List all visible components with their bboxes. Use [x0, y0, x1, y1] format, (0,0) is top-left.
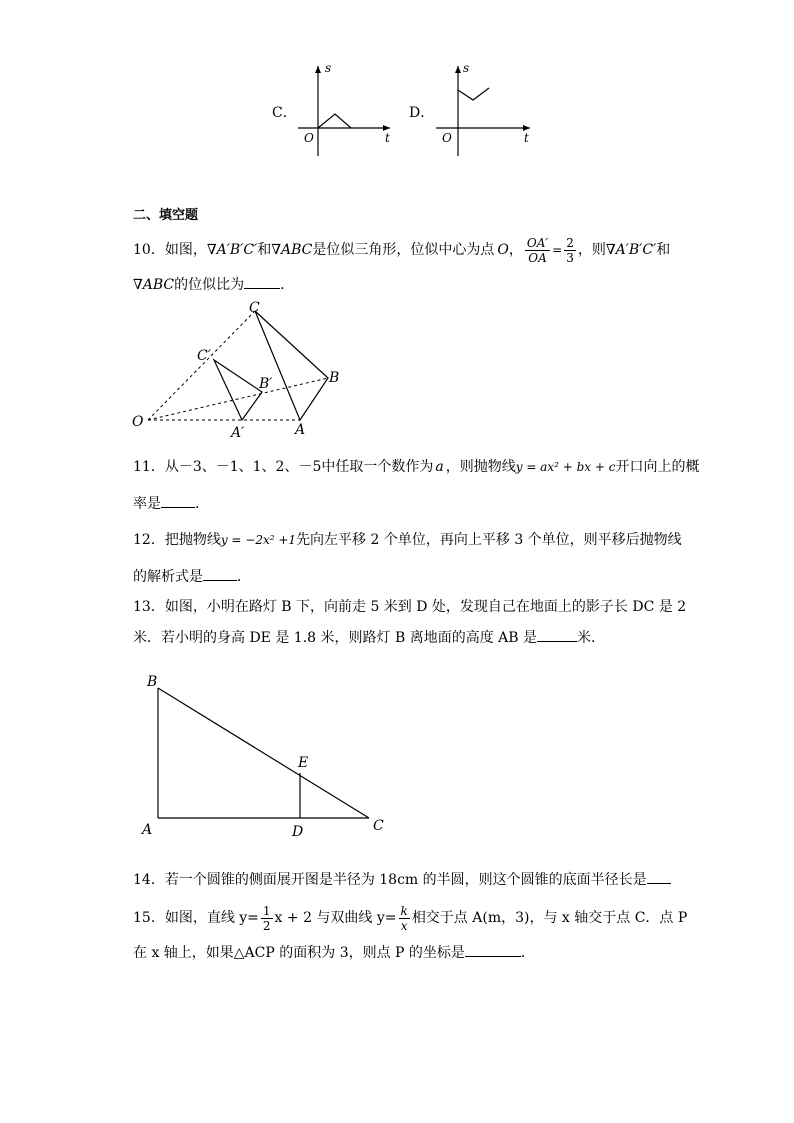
- origin-label: O: [304, 131, 314, 145]
- q15-text: 在 x 轴上，如果△ACP 的面积为 3，则点 P 的坐标是: [133, 945, 465, 961]
- answer-blank[interactable]: [161, 493, 195, 508]
- point-d-label: D: [292, 824, 304, 840]
- point-a-label: A: [142, 822, 153, 838]
- q10-homothety-figure: [128, 298, 368, 446]
- q12-line2: [133, 566, 251, 587]
- q14-line: [133, 869, 671, 890]
- q12-text: 12．把抛物线: [133, 532, 221, 548]
- q15-fraction-slope: [261, 904, 273, 933]
- axis-t-label: t: [524, 131, 529, 145]
- q13-text: 米．: [577, 630, 605, 646]
- answer-blank[interactable]: [465, 942, 521, 957]
- q15-text: x + 2 与双曲线 y=: [274, 910, 397, 926]
- q12-text: 先向左平移 2 个单位，再向上平移 3 个单位，则平移后抛物线: [296, 532, 682, 548]
- q11-text: 开口向上的概: [615, 459, 700, 475]
- option-d-graph: [430, 60, 540, 160]
- fraction-denominator: x: [400, 918, 408, 933]
- q10-text: 和: [257, 242, 272, 258]
- q10-triangle: ∇ABC: [271, 242, 313, 258]
- q10-text: 10．如图，: [133, 242, 207, 258]
- q15-text: 相交于点 A(m，3)，与 x 轴交于点 C．点 P: [411, 910, 688, 926]
- q11-text: 率是: [133, 496, 161, 512]
- q10-center: O: [497, 242, 509, 258]
- q13-line1: 13．如图，小明在路灯 B 下，向前走 5 米到 D 处，发现自己在地面上的影子长 DC 是 2: [133, 599, 687, 615]
- q15-text: 15．如图，直线 y=: [133, 910, 259, 926]
- fraction-numerator: 2: [566, 235, 574, 250]
- point-b-label: B: [329, 370, 340, 386]
- q11-line2: [133, 493, 209, 514]
- fraction-numerator: OA′: [526, 235, 549, 250]
- q15-line1: [133, 902, 687, 934]
- q11-text: ．: [195, 496, 209, 512]
- q10-line1: [133, 234, 670, 266]
- q12-line1: [133, 530, 682, 550]
- q10-text: 的位似比为: [174, 277, 245, 293]
- q10-triangle: ∇ABC: [133, 277, 175, 293]
- q10-fraction-ratio: [525, 236, 550, 265]
- q10-text: ．: [280, 277, 295, 293]
- q10-text: 是位似三角形，位似中心为点: [312, 242, 495, 258]
- q13-line2: [133, 627, 605, 648]
- q14-text: 14．若一个圆锥的侧面展开图是半径为 18cm 的半圆，则这个圆锥的底面半径长是: [133, 872, 647, 888]
- q13-text: 米．若小明的身高 DE 是 1.8 米，则路灯 B 离地面的高度 AB 是: [133, 630, 537, 646]
- answer-blank[interactable]: [244, 274, 280, 289]
- q13-streetlight-figure: [138, 670, 398, 845]
- q10-fraction-value: [564, 236, 576, 265]
- point-e-label: E: [298, 755, 309, 771]
- q10-text: 和: [656, 242, 671, 258]
- q15-line2: [133, 942, 535, 963]
- origin-label: O: [442, 131, 452, 145]
- q10-text: ，: [508, 242, 523, 258]
- axis-t-label: t: [385, 131, 390, 145]
- point-c-prime-label: C′: [197, 348, 211, 364]
- q12-text: 的解析式是: [133, 569, 203, 585]
- option-d-label: D．: [409, 105, 435, 121]
- axis-s-label: s: [463, 61, 470, 75]
- q10-triangle: ∇A′B′C′: [206, 242, 258, 258]
- q12-formula: y = −2x² +1: [220, 533, 297, 547]
- q11-text: ，则抛物线: [445, 459, 516, 475]
- fraction-denominator: 2: [262, 918, 271, 933]
- q11-formula: y = ax² + bx + c: [515, 460, 616, 474]
- fraction-denominator: 3: [566, 250, 574, 265]
- point-c-label: C: [373, 818, 384, 834]
- fraction-numerator: k: [400, 903, 408, 918]
- fraction-denominator: OA: [528, 250, 547, 265]
- fraction-numerator: 1: [262, 903, 271, 918]
- point-b-prime-label: B′: [259, 376, 273, 392]
- answer-blank[interactable]: [647, 869, 671, 884]
- answer-blank[interactable]: [537, 627, 577, 642]
- q11-text: 11．从－3、－1、1、2、－5中任取一个数作为: [133, 459, 434, 475]
- q10-line2: [133, 274, 294, 295]
- point-o-label: O: [132, 414, 144, 430]
- option-c-label: C．: [272, 105, 297, 121]
- answer-blank[interactable]: [203, 566, 237, 581]
- point-a-label: A: [295, 422, 306, 438]
- q12-text: ．: [237, 569, 251, 585]
- q11-line1: [133, 457, 699, 477]
- option-c-graph: [290, 60, 400, 160]
- point-a-prime-label: A′: [231, 425, 245, 441]
- q10-triangle: ∇A′B′C′: [605, 242, 657, 258]
- q10-text: ，则: [577, 242, 606, 258]
- q11-variable: a: [435, 459, 444, 475]
- point-c-label: C: [249, 300, 260, 316]
- section-title: 二、填空题: [133, 208, 199, 223]
- point-b-label: B: [147, 674, 158, 690]
- equals-sign: =: [552, 243, 563, 257]
- q15-fraction-hyperbola: [399, 904, 410, 933]
- axis-s-label: s: [325, 61, 332, 75]
- q15-text: ．: [520, 945, 535, 961]
